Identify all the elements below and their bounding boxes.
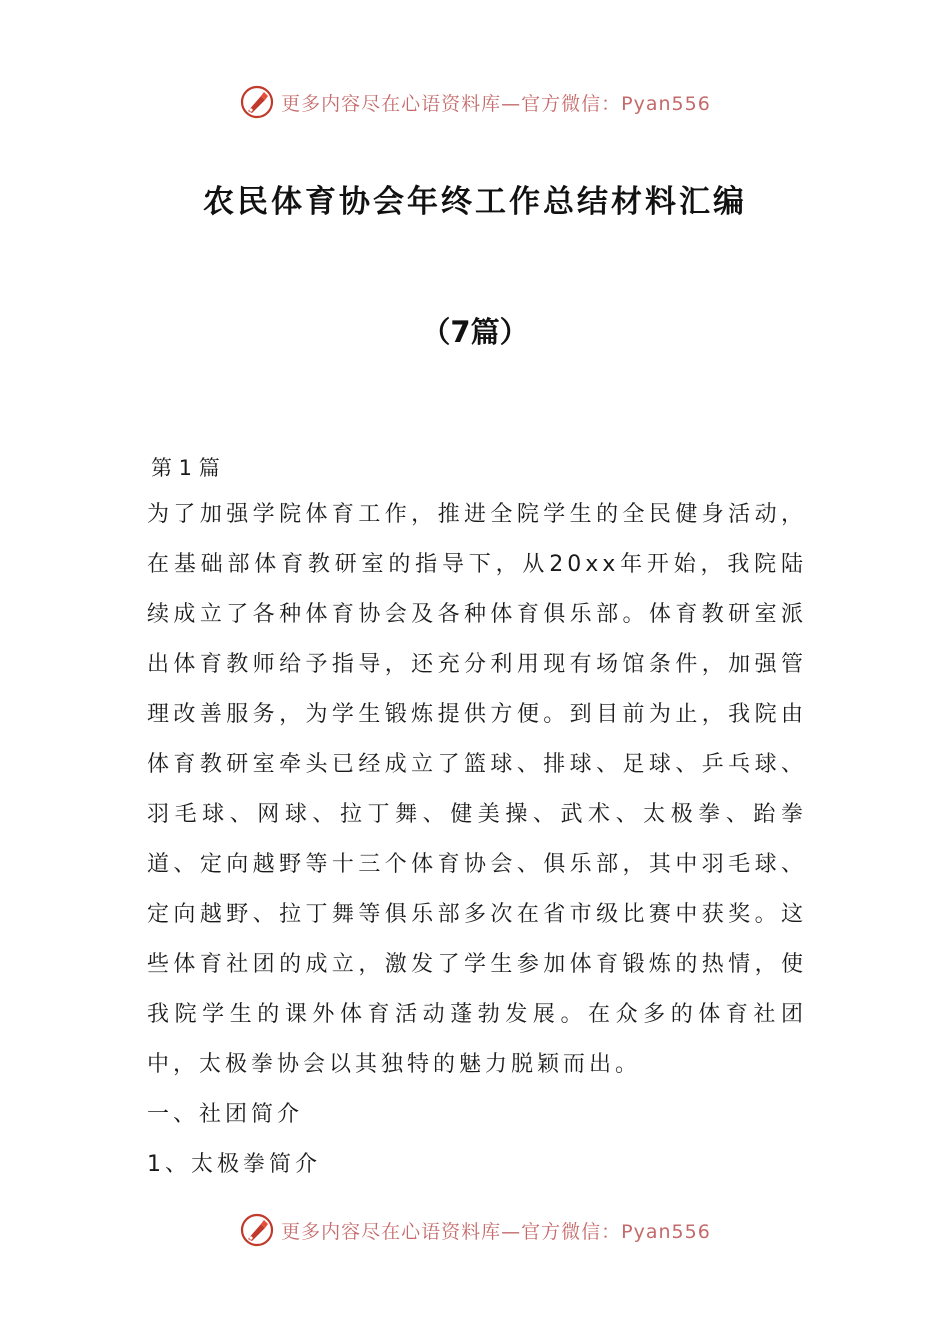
chapter-label: 第 1 篇 — [151, 456, 220, 480]
subsection-heading: 1、太极拳简介 — [147, 1152, 321, 1177]
document-subtitle: （7篇） — [421, 315, 529, 349]
section-heading: 一、社团简介 — [147, 1102, 304, 1127]
pen-nib-logo-icon — [239, 1212, 275, 1248]
header-watermark-banner — [0, 82, 950, 122]
watermark-text: 更多内容尽在心语资料库—官方微信：Pyan556 — [281, 92, 711, 115]
body-paragraph: 为了加强学院体育工作，推进全院学生的全民健身活动，在基础部体育教研室的指导下，从20xx年开始，我院陆续成立了各种体育协会及各种体育俱乐部。体育教研室派出体育教师给予指导，还充分利用现有场馆条件，加强管理改善服务，为学生锻炼提供方便。到目前为止，我院由体育教研室牵头已经成立了篮球、排球、足球、乒乓球、羽毛球、网球、拉丁舞、健美操、武术、太极拳、跆拳道、定向越野等十三个体育协会、俱乐部，其中羽毛球、定向越野、拉丁舞等俱乐部多次在省市级比赛中获奖。这些体育社团的成立，激发了学生参加体育锻炼的热情，使我院学生的课外体育活动蓬勃发展。在众多的体育社团中，太极拳协会以其独特的魅力脱颖而出。 — [147, 502, 807, 1077]
footer-watermark-banner — [0, 1210, 950, 1250]
document-body — [147, 448, 807, 1190]
pen-nib-logo-icon — [239, 84, 275, 120]
watermark-text: 更多内容尽在心语资料库—官方微信：Pyan556 — [281, 1220, 711, 1243]
document-title: 农民体育协会年终工作总结材料汇编 — [203, 184, 747, 220]
